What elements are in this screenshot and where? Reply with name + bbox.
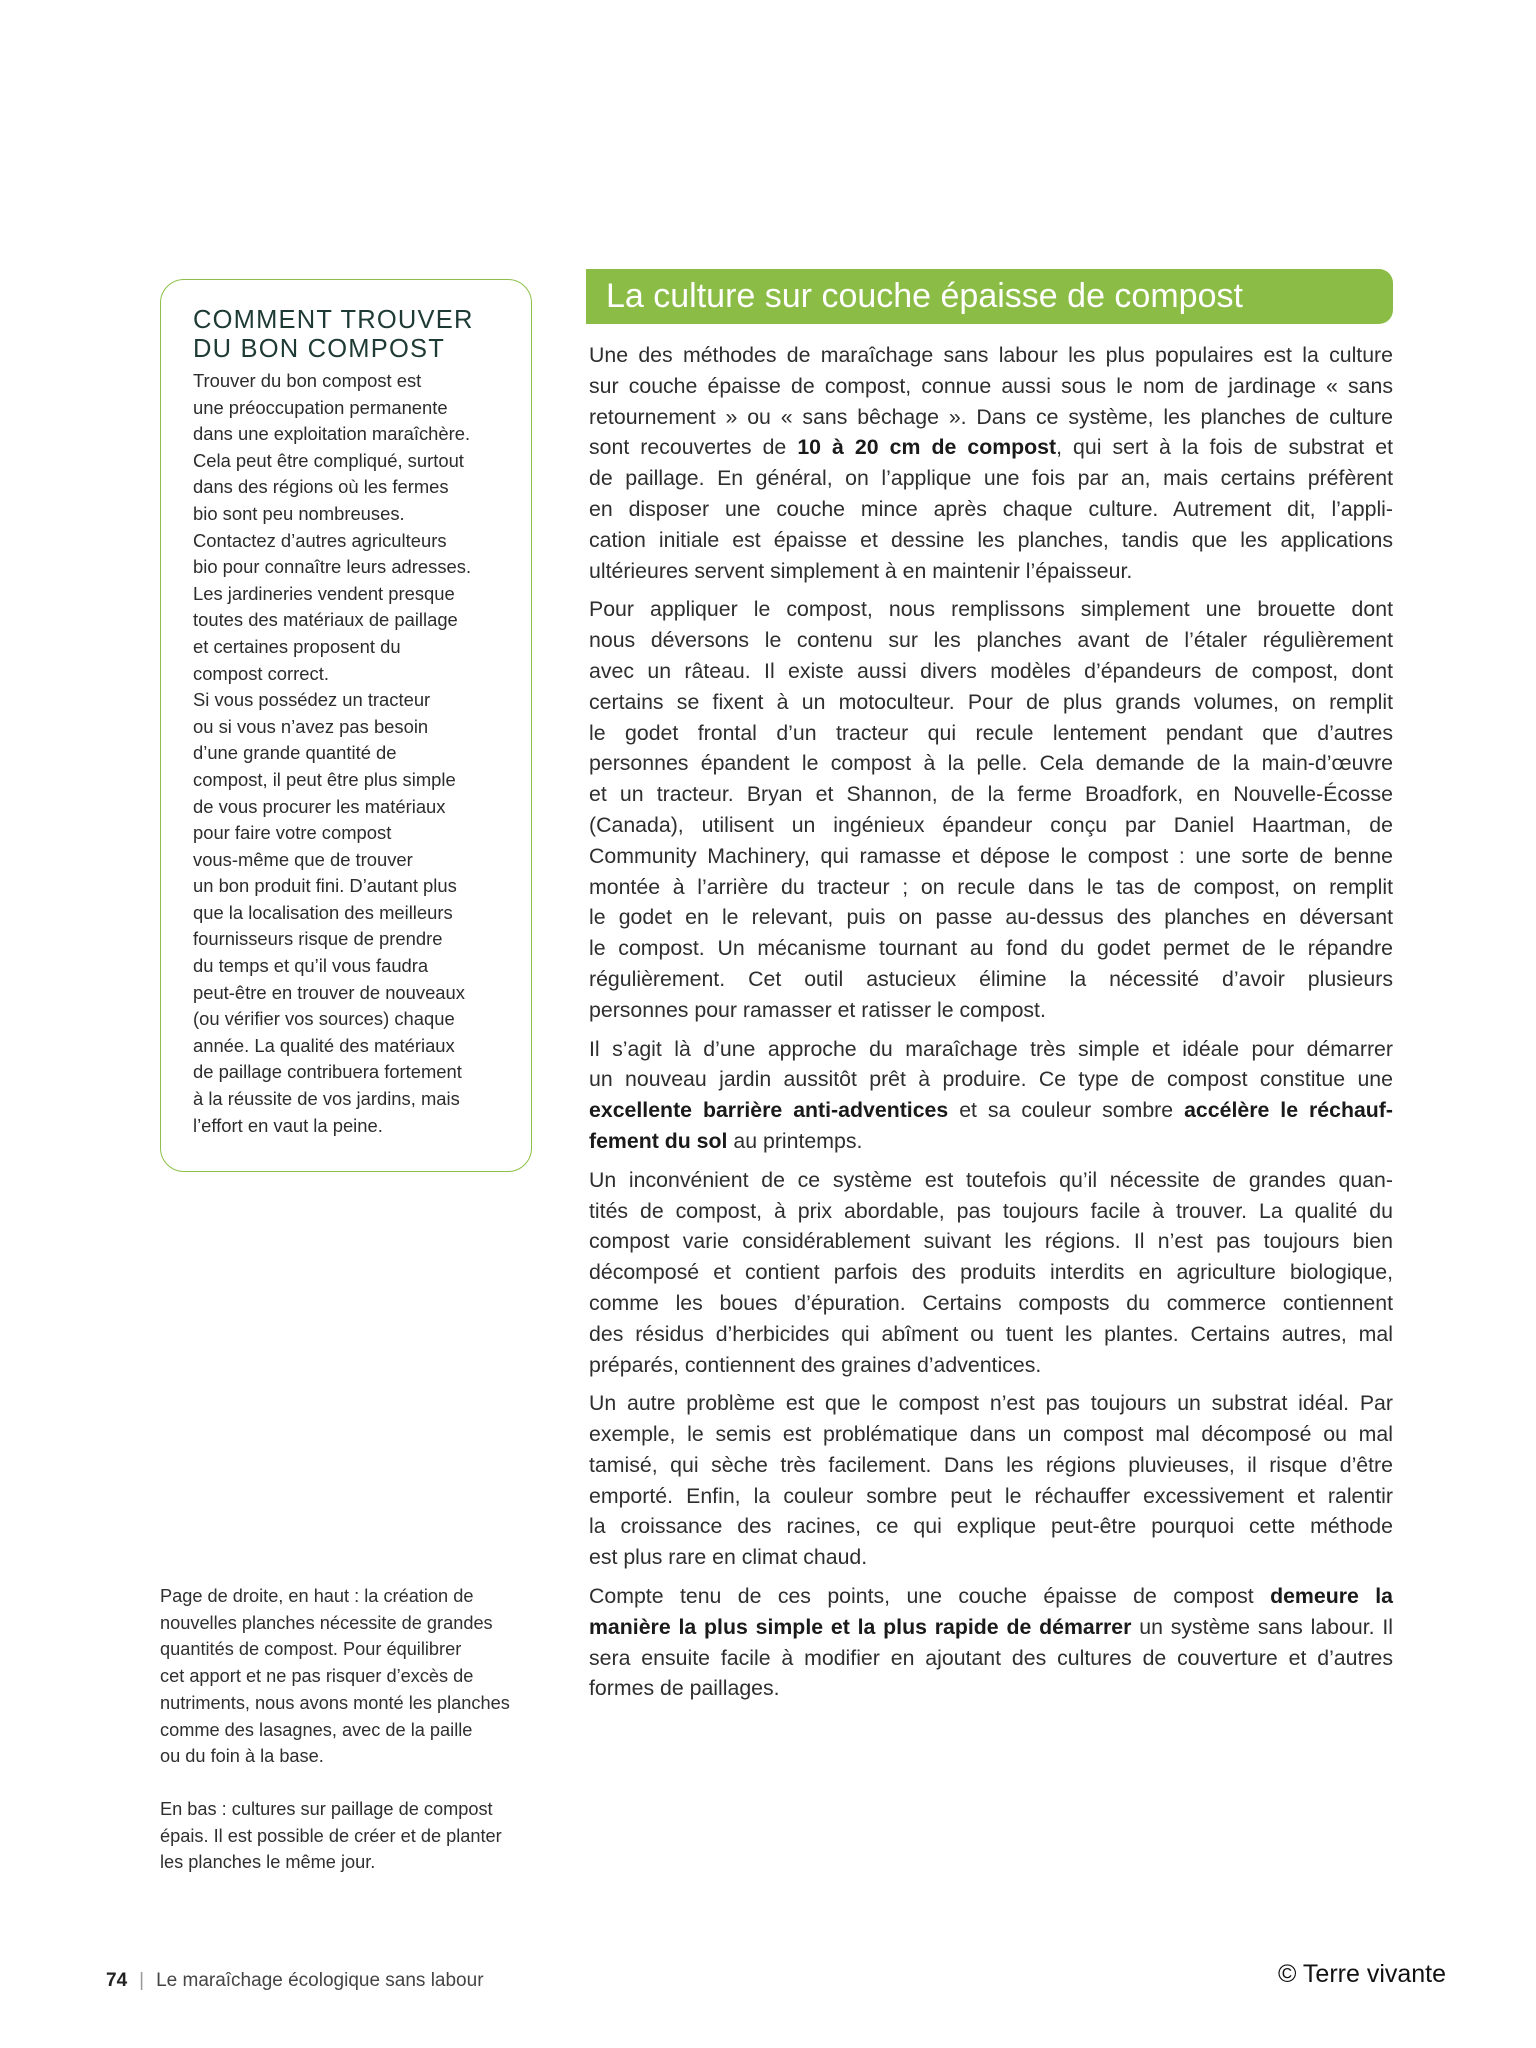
paragraph: [589, 340, 1393, 586]
text-run: le compost. Un mécanisme tournant au fond du godet permet de le répandre: [589, 936, 1393, 961]
copyright-notice: © Terre vivante: [1278, 1960, 1447, 1988]
section-heading-banner: [586, 269, 1393, 324]
text-run: sont recouvertes de: [589, 435, 798, 460]
paragraph: [589, 1034, 1393, 1157]
text-run: le godet en le relevant, puis on passe au-dessus des planches en déversant: [589, 905, 1393, 930]
section-heading: La culture sur couche épaisse de compost: [606, 277, 1243, 315]
text-run: Un inconvénient de ce système est toutefois qu’il nécessite de grandes quan-: [589, 1167, 1393, 1192]
caption-line: comme des lasagnes, avec de la paille: [160, 1719, 473, 1740]
text-run: ultérieures servent simplement à en maintenir l’épaisseur.: [589, 558, 1133, 583]
text-line: [589, 1511, 1393, 1542]
text-line: [589, 1612, 1393, 1643]
sidebar-text-line: l’effort en vaut la peine.: [193, 1114, 383, 1136]
text-line: [589, 1581, 1393, 1612]
text-line: [589, 810, 1393, 841]
caption-line: les planches le même jour.: [160, 1852, 376, 1873]
caption-line: nouvelles planches nécessite de grandes: [160, 1612, 493, 1633]
sidebar-body: [193, 368, 531, 1139]
caption-line: Page de droite, en haut : la création de: [160, 1586, 474, 1606]
paragraph: [589, 594, 1393, 1025]
page-number: 74: [106, 1970, 128, 1991]
caption-bottom: [160, 1796, 540, 1876]
text-run: un système sans labour. Il: [1131, 1614, 1393, 1639]
text-line: [589, 625, 1393, 656]
text-run: exemple, le semis est problématique dans un compost mal décomposé ou mal: [589, 1422, 1393, 1447]
text-run: , qui sert à la fois de substrat et: [1056, 435, 1393, 460]
paragraph: [589, 1165, 1393, 1381]
sidebar-text-line: Contactez d’autres agriculteurs: [193, 529, 447, 551]
text-line: [589, 1196, 1393, 1227]
text-run: personnes pour ramasser et ratisser le compost.: [589, 997, 1046, 1022]
text-line: [589, 1419, 1393, 1450]
caption-line: ou du foin à la base.: [160, 1746, 324, 1767]
caption-line: nutriments, nous avons monté les planches: [160, 1692, 510, 1713]
text-run: certains se fixent à un motoculteur. Pour de plus grands volumes, on remplit: [589, 689, 1393, 714]
text-run: personnes épandent le compost à la pelle. Cela demande de la main-d’œuvre: [589, 751, 1393, 776]
sidebar-text-line: et certaines proposent du: [193, 635, 401, 657]
paragraph: [589, 1581, 1393, 1704]
page-footer: [106, 1970, 484, 1992]
text-run: compost varie considérablement suivant les régions. Il n’est pas toujours bien: [589, 1229, 1393, 1254]
text-line: [589, 1481, 1393, 1512]
sidebar-text-line: Les jardineries vendent presque: [193, 582, 455, 604]
text-line: [589, 1126, 1393, 1157]
text-line: [589, 1643, 1393, 1674]
text-line: [589, 463, 1393, 494]
caption-top: [160, 1583, 540, 1770]
text-run: régulièrement. Cet outil astucieux élimine la nécessité d’avoir plusieurs: [589, 966, 1393, 991]
sidebar-text-line: que la localisation des meilleurs: [193, 901, 453, 923]
sidebar-text-line: fournisseurs risque de prendre: [193, 928, 443, 950]
text-run: au printemps.: [727, 1128, 863, 1153]
bold-text: demeure la: [1270, 1584, 1393, 1609]
text-line: [589, 594, 1393, 625]
text-line: [589, 1288, 1393, 1319]
text-run: préparés, contiennent des graines d’adventices.: [589, 1352, 1042, 1377]
caption-line: En bas : cultures sur paillage de compost: [160, 1799, 493, 1819]
text-run: la croissance des racines, ce qui explique peut-être pourquoi cette méthode: [589, 1514, 1393, 1539]
sidebar-text-line: Trouver du bon compost est: [193, 370, 422, 391]
text-run: Community Machinery, qui ramasse et dépose le compost : une sorte de benne: [589, 843, 1393, 868]
sidebar-text-line: du temps et qu’il vous faudra: [193, 955, 429, 977]
sidebar-text-line: à la réussite de vos jardins, mais: [193, 1088, 460, 1110]
text-line: [589, 1319, 1393, 1350]
text-run: en disposer une couche mince après chaque culture. Autrement dit, l’appli-: [589, 496, 1393, 521]
sidebar-text-line: Si vous possédez un tracteur: [193, 689, 431, 711]
text-run: sera ensuite facile à modifier en ajoutant des cultures de couverture et d’autres: [589, 1645, 1393, 1670]
text-line: [589, 1350, 1393, 1381]
caption-line: quantités de compost. Pour équilibrer: [160, 1639, 462, 1660]
text-line: [589, 1034, 1393, 1065]
sidebar-text-line: Cela peut être compliqué, surtout: [193, 449, 464, 471]
sidebar-text-line: bio pour connaître leurs adresses.: [193, 556, 472, 578]
text-line: [589, 494, 1393, 525]
text-line: [589, 1064, 1393, 1095]
text-run: Une des méthodes de maraîchage sans labour les plus populaires est la culture: [589, 343, 1393, 367]
text-line: [589, 687, 1393, 718]
sidebar-text-line: compost, il peut être plus simple: [193, 768, 456, 790]
bold-text: manière la plus simple et la plus rapide de démarrer: [589, 1614, 1132, 1639]
text-run: Un autre problème est que le compost n’est pas toujours un substrat idéal. Par: [589, 1391, 1393, 1416]
text-line: [589, 748, 1393, 779]
text-run: cation initiale est épaisse et dessine les planches, tandis que les applications: [589, 527, 1393, 552]
text-run: est plus rare en climat chaud.: [589, 1545, 868, 1570]
sidebar-title-line: DU BON COMPOST: [193, 335, 445, 363]
sidebar-text-line: (ou vérifier vos sources) chaque: [193, 1008, 455, 1030]
sidebar-box: [160, 279, 532, 1172]
text-line: [589, 402, 1393, 433]
text-run: Compte tenu de ces points, une couche épaisse de compost: [589, 1584, 1271, 1609]
paragraph: [589, 1388, 1393, 1573]
sidebar-text-line: peut-être en trouver de nouveaux: [193, 981, 465, 1003]
sidebar-text-line: dans une exploitation maraîchère.: [193, 423, 471, 445]
sidebar-text-line: année. La qualité des matériaux: [193, 1034, 455, 1056]
caption-line: épais. Il est possible de créer et de planter: [160, 1825, 502, 1846]
text-line: [589, 1095, 1393, 1126]
text-line: [589, 1450, 1393, 1481]
text-line: [589, 432, 1393, 463]
text-run: Il s’agit là d’une approche du maraîchage très simple et idéale pour démarrer: [589, 1036, 1393, 1061]
sidebar-text-line: un bon produit fini. D’autant plus: [193, 875, 457, 897]
text-run: Pour appliquer le compost, nous remplissons simplement une brouette dont: [589, 597, 1393, 622]
footer-separator: |: [139, 1970, 145, 1991]
text-line: [589, 964, 1393, 995]
sidebar-text-line: vous-même que de trouver: [193, 848, 413, 870]
bold-text: fement du sol: [589, 1128, 728, 1153]
text-line: [589, 841, 1393, 872]
text-line: [589, 1542, 1393, 1573]
sidebar-text-line: toutes des matériaux de paillage: [193, 609, 458, 631]
bold-text: excellente barrière anti-adventices: [589, 1098, 949, 1123]
text-run: comme les boues d’épuration. Certains composts du commerce contiennent: [589, 1290, 1393, 1315]
text-run: emporté. Enfin, la couleur sombre peut le réchauffer excessivement et ralentir: [589, 1483, 1393, 1508]
text-line: [589, 718, 1393, 749]
text-line: [589, 525, 1393, 556]
text-run: des résidus d’herbicides qui abîment ou tuent les plantes. Certains autres, mal: [589, 1321, 1393, 1346]
text-run: nous déversons le contenu sur les planches avant de l’étaler régulièrement: [589, 628, 1393, 653]
text-line: [589, 1388, 1393, 1419]
text-line: [589, 902, 1393, 933]
text-run: (Canada), utilisent un ingénieux épandeur conçu par Daniel Haartman, de: [589, 812, 1393, 837]
sidebar-title: [193, 306, 531, 364]
sidebar-text-line: compost correct.: [193, 662, 329, 684]
sidebar-text-line: de paillage contribuera fortement: [193, 1061, 462, 1083]
text-run: formes de paillages.: [589, 1676, 780, 1701]
text-run: un nouveau jardin aussitôt prêt à produire. Ce type de compost constitue une: [589, 1067, 1393, 1092]
sidebar-text-line: pour faire votre compost: [193, 822, 392, 844]
text-run: le godet frontal d’un tracteur qui recule lentement pendant que d’autres: [589, 720, 1393, 745]
sidebar-text-line: une préoccupation permanente: [193, 396, 448, 418]
text-line: [589, 779, 1393, 810]
text-line: [589, 1226, 1393, 1257]
text-run: sur couche épaisse de compost, connue aussi sous le nom de jardinage « sans: [589, 373, 1393, 398]
text-run: décomposé et contient parfois des produits interdits en agriculture biologique,: [589, 1260, 1393, 1285]
book-title: Le maraîchage écologique sans labour: [156, 1970, 484, 1991]
text-line: [589, 1257, 1393, 1288]
text-line: [589, 656, 1393, 687]
sidebar-text-line: de vous procurer les matériaux: [193, 795, 446, 817]
text-line: [589, 995, 1393, 1026]
text-line: [589, 872, 1393, 903]
text-run: de paillage. En général, on l’applique une fois par an, mais certains préfèrent: [589, 466, 1393, 491]
text-line: [589, 371, 1393, 402]
text-line: [589, 933, 1393, 964]
main-article: [589, 340, 1393, 1712]
text-line: [589, 1165, 1393, 1196]
text-run: avec un râteau. Il existe aussi divers modèles d’épandeurs de compost, dont: [589, 658, 1393, 683]
sidebar-text-line: bio sont peu nombreuses.: [193, 502, 405, 524]
sidebar-text-line: d’une grande quantité de: [193, 742, 397, 764]
text-run: retournement » ou « sans bêchage ». Dans ce système, les planches de culture: [589, 404, 1393, 429]
text-run: et un tracteur. Bryan et Shannon, de la ferme Broadfork, en Nouvelle-Écosse: [589, 782, 1393, 807]
bold-text: 10 à 20 cm de compost: [797, 435, 1057, 460]
caption-line: cet apport et ne pas risquer d’excès de: [160, 1666, 474, 1687]
sidebar-text-line: dans des régions où les fermes: [193, 476, 449, 498]
text-run: et sa couleur sombre: [948, 1098, 1185, 1123]
sidebar-text-line: ou si vous n’avez pas besoin: [193, 715, 429, 737]
text-line: [589, 340, 1393, 371]
text-run: tamisé, qui sèche très facilement. Dans les régions pluvieuses, il risque d’être: [589, 1452, 1393, 1477]
sidebar-title-line: COMMENT TROUVER: [193, 306, 474, 334]
text-run: tités de compost, à prix abordable, pas toujours facile à trouver. La qualité du: [589, 1198, 1393, 1223]
text-line: [589, 556, 1393, 587]
text-line: [589, 1673, 1393, 1704]
text-run: montée à l’arrière du tracteur ; on recule dans le tas de compost, on remplit: [589, 874, 1393, 899]
bold-text: accélère le réchauf-: [1184, 1098, 1393, 1123]
